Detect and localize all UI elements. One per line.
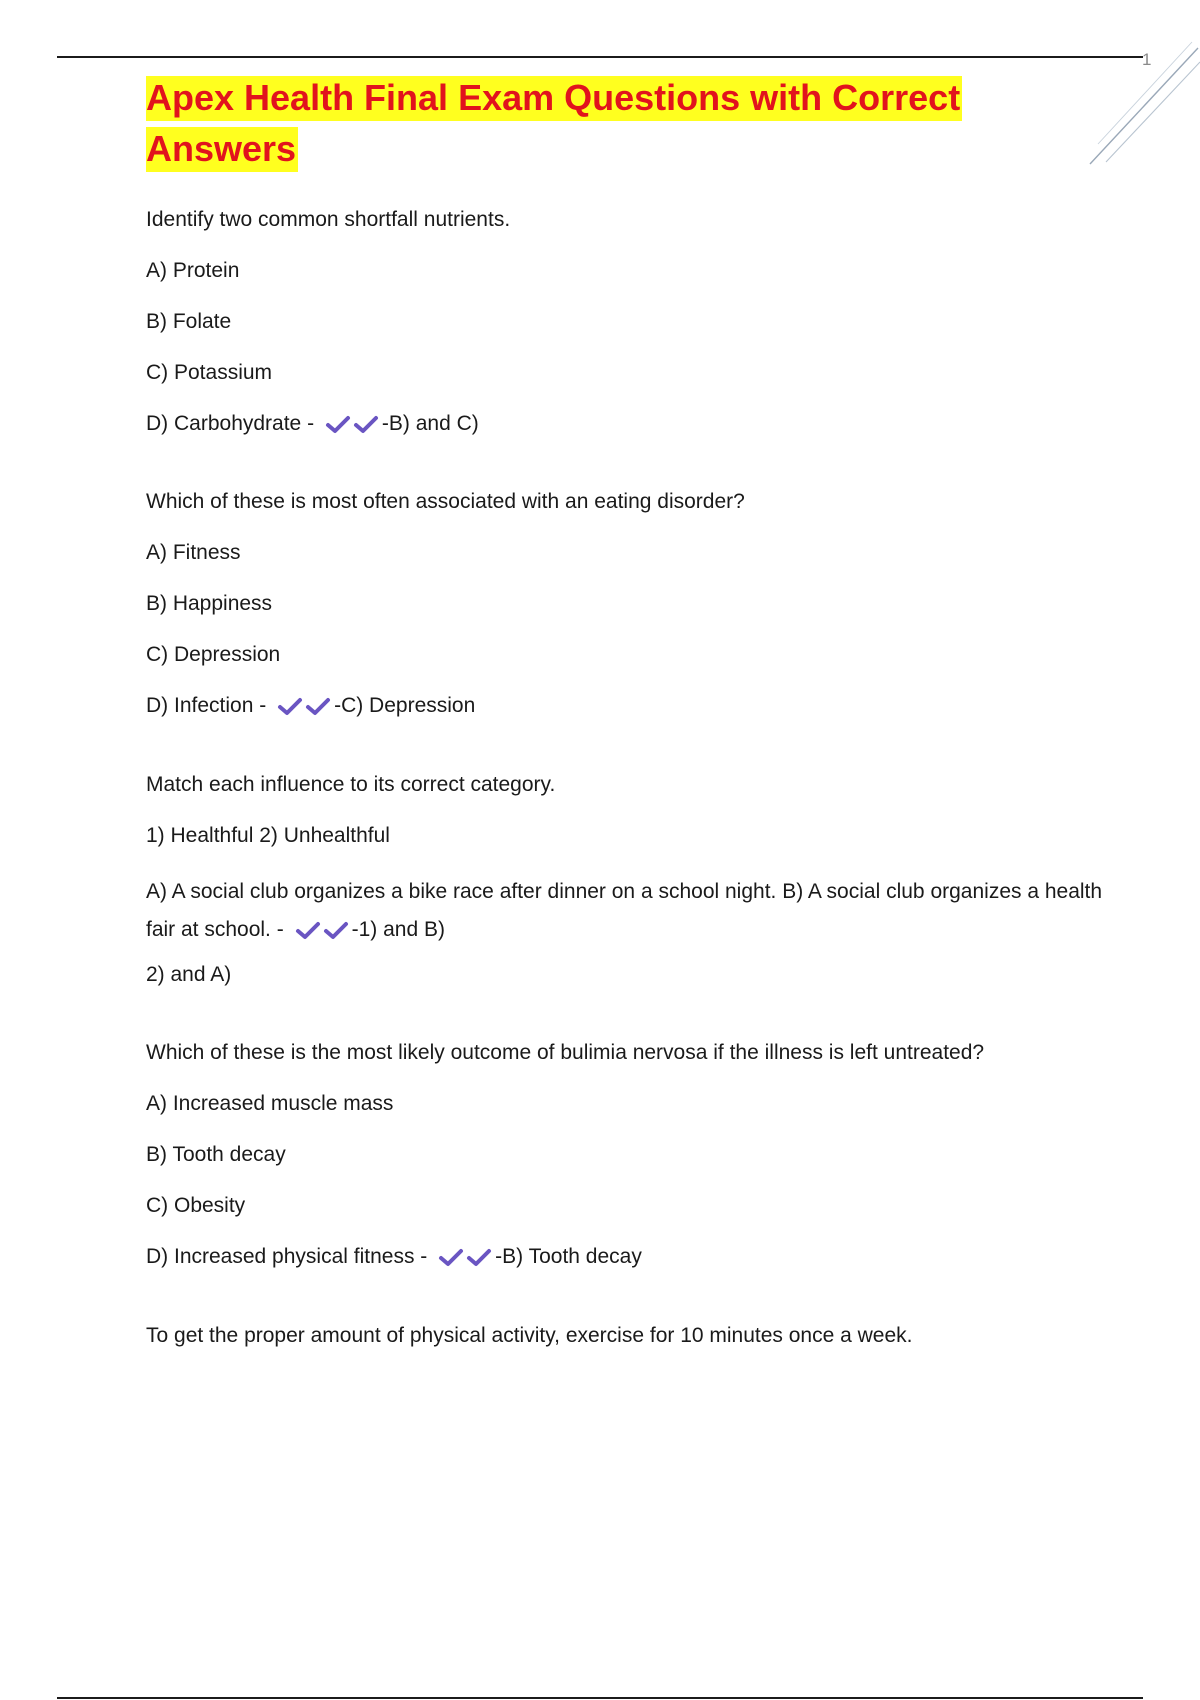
option: D) Infection bbox=[146, 694, 254, 718]
check-icon bbox=[276, 696, 304, 718]
answer-checks bbox=[276, 693, 332, 721]
answer-prefix: - bbox=[351, 917, 359, 941]
check-icon bbox=[465, 1247, 493, 1269]
question-text: Which of these is the most likely outcome of bulimia nervosa if the illness is left untreated? bbox=[146, 1041, 985, 1065]
answer-text: C) Depression bbox=[341, 694, 476, 718]
option-with-answer bbox=[146, 1243, 1106, 1271]
answer-text: B) and C) bbox=[388, 412, 479, 435]
question-text: Which of these is most often associated with an eating disorder? bbox=[146, 490, 745, 514]
answer-text: 1) and B) bbox=[358, 917, 445, 941]
title-line-2: Answers bbox=[146, 127, 298, 172]
items-text: A) A social club organizes a bike race after dinner on a school night. B) A social club organizes a health fair at school. bbox=[146, 879, 1103, 941]
option: A) Protein bbox=[146, 259, 240, 282]
separator: - bbox=[253, 694, 273, 718]
header-rule bbox=[57, 56, 1143, 58]
separator: - bbox=[301, 412, 320, 435]
option: C) Depression bbox=[146, 643, 281, 667]
page-number: 1 bbox=[1142, 50, 1152, 69]
answer-continued: 2) and A) bbox=[146, 963, 232, 987]
option: D) Carbohydrate bbox=[146, 412, 302, 435]
question-block-1 bbox=[146, 206, 1106, 438]
question-text: Match each influence to its correct category. bbox=[146, 772, 556, 796]
option: D) Increased physical fitness bbox=[146, 1245, 415, 1269]
check-icon bbox=[294, 920, 322, 942]
option: A) Increased muscle mass bbox=[146, 1092, 394, 1116]
option: C) Potassium bbox=[146, 361, 273, 384]
answer-checks bbox=[294, 911, 350, 949]
check-icon bbox=[324, 414, 352, 436]
check-icon bbox=[437, 1247, 465, 1269]
categories-text: 1) Healthful 2) Unhealthful bbox=[146, 823, 390, 847]
option: A) Fitness bbox=[146, 541, 241, 565]
separator: - bbox=[270, 917, 290, 941]
question-block-4 bbox=[146, 1039, 1106, 1271]
check-icon bbox=[304, 696, 332, 718]
answer-text: B) Tooth decay bbox=[502, 1245, 642, 1269]
document-title bbox=[146, 72, 986, 174]
option: C) Obesity bbox=[146, 1194, 246, 1218]
check-icon bbox=[352, 414, 380, 436]
question-block-5 bbox=[146, 1322, 1106, 1350]
answer-checks bbox=[324, 410, 380, 438]
footer-rule bbox=[57, 1697, 1143, 1699]
option: B) Happiness bbox=[146, 592, 273, 616]
separator: - bbox=[414, 1245, 434, 1269]
option-with-answer bbox=[146, 692, 1106, 720]
answer-checks bbox=[437, 1244, 493, 1272]
title-line-1: Apex Health Final Exam Questions with Correct bbox=[146, 76, 962, 121]
question-block-2 bbox=[146, 488, 1106, 720]
option: B) Folate bbox=[146, 310, 232, 333]
option: B) Tooth decay bbox=[146, 1143, 286, 1167]
answer-prefix: - bbox=[381, 412, 389, 435]
document-body bbox=[146, 72, 1106, 1400]
check-icon bbox=[322, 920, 350, 942]
option-with-answer bbox=[146, 410, 1106, 438]
question-block-3 bbox=[146, 771, 1106, 989]
question-text: To get the proper amount of physical activity, exercise for 10 minutes once a week. bbox=[146, 1323, 913, 1347]
question-text: Identify two common shortfall nutrients. bbox=[146, 208, 511, 231]
answer-prefix: - bbox=[334, 694, 342, 718]
answer-prefix: - bbox=[495, 1245, 503, 1269]
items-with-answer bbox=[146, 873, 1106, 949]
